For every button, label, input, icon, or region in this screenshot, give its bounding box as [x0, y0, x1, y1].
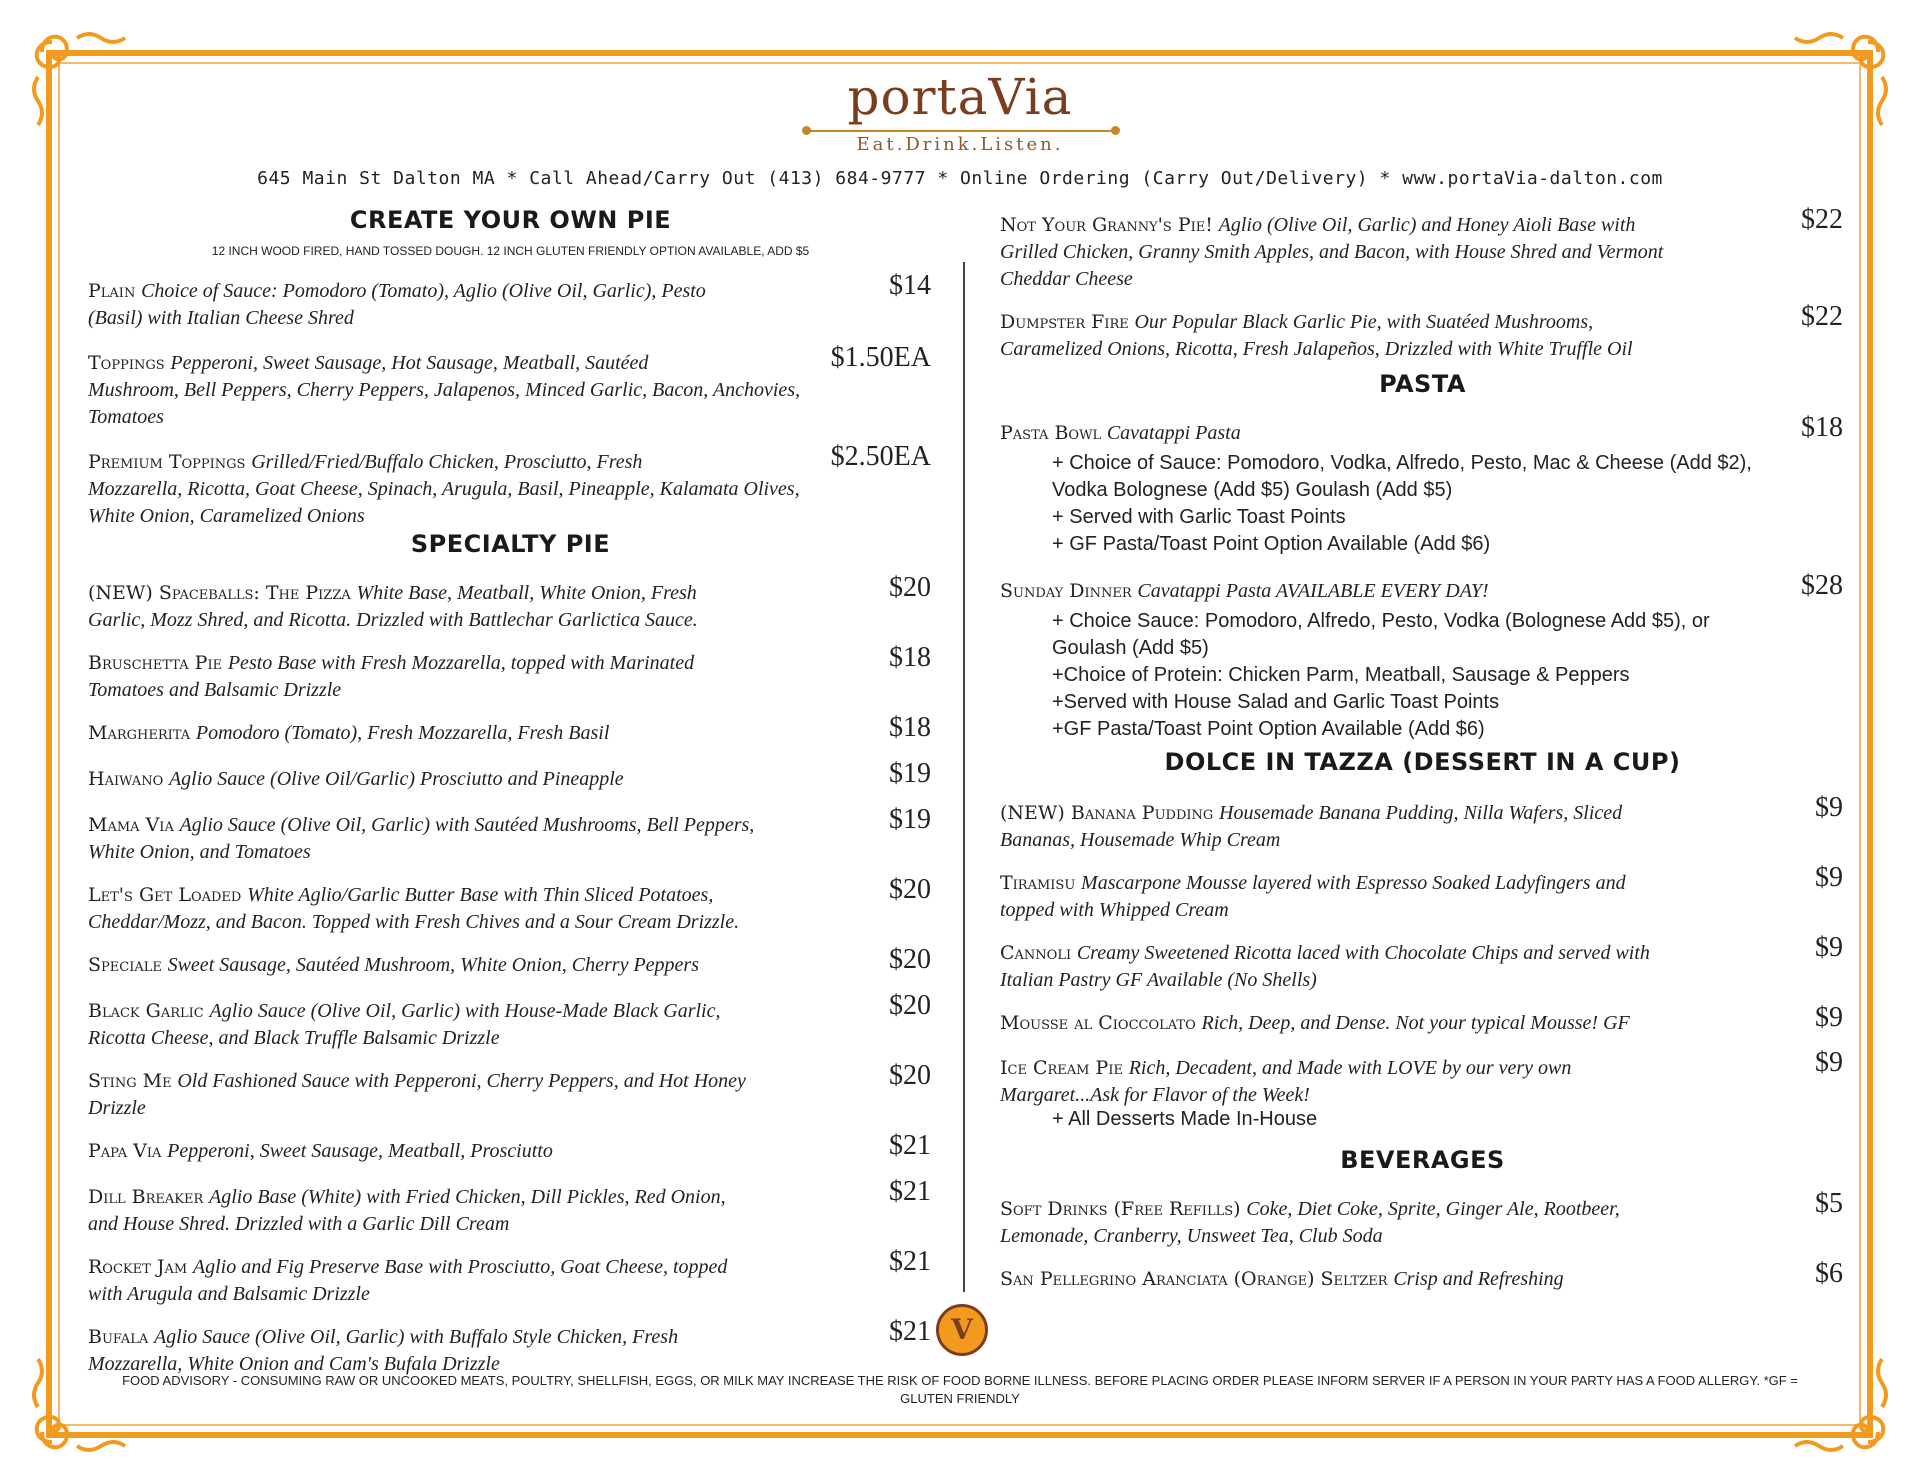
menu-item-description: Aglio Sauce (Olive Oil, Garlic) with House-Made Black Garlic,	[209, 1000, 721, 1022]
menu-item-first-line	[1000, 1266, 1843, 1293]
menu-item	[88, 990, 931, 1052]
menu-item-first-line	[1000, 420, 1843, 447]
menu-item-description: Housemade Banana Pudding, Nilla Wafers, Sliced	[1219, 802, 1623, 824]
menu-item-description: and House Shred. Drizzled with a Garlic Dill Cream	[88, 1213, 510, 1235]
menu-item-price: $18	[1795, 414, 1843, 441]
menu-item	[88, 874, 931, 936]
menu-item-price: $9	[1809, 864, 1843, 891]
menu-item-description: Aglio Base (White) with Fried Chicken, Dill Pickles, Red Onion,	[209, 1186, 726, 1208]
section-title-pasta: PASTA	[1379, 370, 1466, 398]
menu-item-description: Bananas, Housemade Whip Cream	[1000, 829, 1281, 851]
menu-item-price: $19	[883, 806, 931, 833]
menu-item-description: Aglio (Olive Oil, Garlic) and Honey Aioli Base with	[1218, 214, 1636, 236]
menu-item-description: Lemonade, Cranberry, Unsweet Tea, Club Soda	[1000, 1225, 1383, 1247]
menu-item-description: Coke, Diet Coke, Sprite, Ginger Ale, Rootbeer,	[1246, 1198, 1620, 1220]
menu-item-name: Tiramisu	[1000, 872, 1076, 894]
menu-item-first-line	[1000, 940, 1843, 967]
menu-item	[1000, 301, 1843, 363]
menu-item-description: White Base, Meatball, White Onion, Fresh	[356, 582, 697, 604]
menu-item-description: Tomatoes	[88, 406, 164, 428]
menu-item-name: (NEW) Spaceballs: The Pizza	[88, 582, 351, 604]
menu-item-first-line	[1000, 870, 1843, 897]
menu-item-first-line	[1000, 1196, 1843, 1223]
menu-item-description: White Onion, and Tomatoes	[88, 841, 311, 863]
pasta-option-line: Goulash (Add $5)	[1052, 637, 1209, 659]
pasta-options	[1052, 608, 1710, 743]
menu-item	[1000, 932, 1843, 994]
menu-item-description: Pepperoni, Sweet Sausage, Hot Sausage, Meatball, Sautéed	[170, 352, 649, 374]
menu-item	[1000, 862, 1843, 924]
menu-item-first-line	[1000, 309, 1843, 336]
menu-item-price: $22	[1795, 206, 1843, 233]
menu-item-name: Black Garlic	[88, 1000, 204, 1022]
menu-item-description: Our Popular Black Garlic Pie, with Suatéed Mushrooms,	[1134, 311, 1594, 333]
menu-item-description: Mozzarella, Ricotta, Goat Cheese, Spinach, Arugula, Basil, Pineapple, Kalamata Olives,	[88, 478, 800, 500]
menu-item-description: Cavatappi Pasta	[1106, 422, 1241, 444]
menu-item-price: $21	[883, 1178, 931, 1205]
menu-item-description: Cavatappi Pasta AVAILABLE EVERY DAY!	[1137, 580, 1489, 602]
menu-item-first-line	[88, 1138, 931, 1165]
menu-item-price: $6	[1809, 1260, 1843, 1287]
menu-item-description: Mozzarella, White Onion and Cam's Bufala Drizzle	[88, 1353, 500, 1375]
logo-name: portaVia	[847, 68, 1073, 126]
menu-item-name: Papa Via	[88, 1140, 162, 1162]
menu-item-price: $9	[1809, 794, 1843, 821]
menu-item-description: Mascarpone Mousse layered with Espresso Soaked Ladyfingers and	[1081, 872, 1626, 894]
menu-item-name: Dumpster Fire	[1000, 311, 1129, 333]
menu-item	[88, 944, 931, 979]
menu-item-description: Pomodoro (Tomato), Fresh Mozzarella, Fresh Basil	[195, 722, 610, 744]
menu-item-price: $21	[883, 1248, 931, 1275]
menu-item-description: Choice of Sauce: Pomodoro (Tomato), Aglio (Olive Oil, Garlic), Pesto	[141, 280, 706, 302]
pasta-option-line: +GF Pasta/Toast Point Option Available (Add $6)	[1052, 718, 1485, 740]
pasta-option-line: +Served with House Salad and Garlic Toast Points	[1052, 691, 1500, 713]
menu-item-description: topped with Whipped Cream	[1000, 899, 1229, 921]
menu-item-description: Aglio Sauce (Olive Oil/Garlic) Prosciutto and Pineapple	[168, 768, 624, 790]
menu-item	[1000, 204, 1843, 293]
menu-item-price: $28	[1795, 572, 1843, 599]
menu-item-description: Sweet Sausage, Sautéed Mushroom, White Onion, Cherry Peppers	[167, 954, 699, 976]
menu-item	[88, 804, 931, 866]
menu-item-first-line	[88, 580, 931, 607]
menu-item	[88, 758, 931, 793]
menu-item-price: $21	[883, 1318, 931, 1345]
menu-item-name: Bufala	[88, 1326, 149, 1348]
menu-item-description: Ricotta Cheese, and Black Truffle Balsamic Drizzle	[88, 1027, 500, 1049]
menu-item	[88, 270, 931, 332]
menu-item	[88, 441, 931, 530]
section-title-dolce: DOLCE IN TAZZA (DESSERT IN A CUP)	[1164, 748, 1681, 776]
menu-item-name: Bruschetta Pie	[88, 652, 223, 674]
menu-item-name: Mama Via	[88, 814, 174, 836]
menu-item	[88, 1130, 931, 1165]
menu-item-description: (Basil) with Italian Cheese Shred	[88, 307, 354, 329]
menu-item-first-line	[1000, 1010, 1843, 1037]
corner-ornament-bottom-right	[1788, 1352, 1898, 1462]
section-subtitle-create-your-own: 12 INCH WOOD FIRED, HAND TOSSED DOUGH. 12 INCH GLUTEN FRIENDLY OPTION AVAILABLE, ADD $5	[211, 244, 810, 258]
menu-item-description: Mushroom, Bell Peppers, Cherry Peppers, Jalapenos, Minced Garlic, Bacon, Anchovies,	[88, 379, 801, 401]
menu-item-name: Haiwano	[88, 768, 164, 790]
logo-rule	[806, 130, 1116, 132]
menu-item-description: with Arugula and Balsamic Drizzle	[88, 1283, 370, 1305]
menu-item-description: Drizzle	[88, 1097, 146, 1119]
menu-item-description: Cheddar/Mozz, and Bacon. Topped with Fresh Chives and a Sour Cream Drizzle.	[88, 911, 740, 933]
menu-item-description: Tomatoes and Balsamic Drizzle	[88, 679, 342, 701]
menu-item-description: Rich, Deep, and Dense. Not your typical Mousse! GF	[1201, 1012, 1630, 1034]
menu-item	[1000, 570, 1843, 605]
menu-item-first-line	[88, 882, 931, 909]
menu-item-name: Ice Cream Pie	[1000, 1057, 1123, 1079]
menu-item-description: Rich, Decadent, and Made with LOVE by our very own	[1128, 1057, 1572, 1079]
menu-item-first-line	[88, 1184, 931, 1211]
menu-item	[1000, 1258, 1843, 1293]
menu-item-price: $9	[1809, 1004, 1843, 1031]
menu-item-description: White Aglio/Garlic Butter Base with Thin Sliced Potatoes,	[247, 884, 714, 906]
menu-item-description: Crisp and Refreshing	[1393, 1268, 1564, 1290]
menu-item-price: $21	[883, 1132, 931, 1159]
column-divider	[963, 262, 965, 1292]
menu-item-first-line	[88, 1068, 931, 1095]
menu-item	[88, 642, 931, 704]
menu-item-description: Aglio and Fig Preserve Base with Prosciutto, Goat Cheese, topped	[192, 1256, 728, 1278]
menu-item-first-line	[88, 998, 931, 1025]
menu-item-first-line	[88, 766, 931, 793]
menu-item-price: $20	[883, 946, 931, 973]
pasta-option-line: + Choice of Sauce: Pomodoro, Vodka, Alfredo, Pesto, Mac & Cheese (Add $2),	[1052, 452, 1752, 474]
menu-item-first-line	[1000, 212, 1843, 239]
menu-item-description: Garlic, Mozz Shred, and Ricotta. Drizzled with Battlechar Garlictica Sauce.	[88, 609, 698, 631]
menu-item-description: Grilled/Fried/Buffalo Chicken, Prosciutto, Fresh	[251, 451, 643, 473]
menu-item-price: $19	[883, 760, 931, 787]
menu-item-name: Let's Get Loaded	[88, 884, 242, 906]
menu-item-description: Italian Pastry GF Available (No Shells)	[1000, 969, 1317, 991]
menu-item-name: Toppings	[88, 352, 165, 374]
menu-item	[88, 712, 931, 747]
menu-item-name: Plain	[88, 280, 136, 302]
menu-item-first-line	[88, 1324, 931, 1351]
menu-item-price: $22	[1795, 303, 1843, 330]
pasta-option-line: + Served with Garlic Toast Points	[1052, 506, 1346, 528]
menu-item-description: White Onion, Caramelized Onions	[88, 505, 365, 527]
menu-item-name: Not Your Granny's Pie!	[1000, 214, 1213, 236]
menu-item-name: Speciale	[88, 954, 162, 976]
menu-item-description: Aglio Sauce (Olive Oil, Garlic) with Sautéed Mushrooms, Bell Peppers,	[179, 814, 755, 836]
food-advisory: FOOD ADVISORY - CONSUMING RAW OR UNCOOKED MEATS, POULTRY, SHELLFISH, EGGS, OR MILK MAY INCREASE THE RISK OF FOOD BORNE ILLNESS. BEFORE PLACING ORDER PLEASE INFORM SERVER IF A PERSON IN YOUR PARTY HAS A FOOD ALLERGY. *GF = GLUTEN FRIENDLY	[122, 1373, 1798, 1406]
logo	[0, 68, 1920, 155]
menu-item	[1000, 792, 1843, 854]
pasta-option-line: +Choice of Protein: Chicken Parm, Meatball, Sausage & Peppers	[1052, 664, 1630, 686]
menu-item-price: $20	[883, 876, 931, 903]
menu-item-description: Aglio Sauce (Olive Oil, Garlic) with Buffalo Style Chicken, Fresh	[153, 1326, 679, 1348]
menu-item-first-line	[88, 350, 931, 377]
menu-item-name: Margherita	[88, 722, 191, 744]
menu-item-price: $14	[883, 272, 931, 299]
menu-item	[88, 1060, 931, 1122]
dessert-note: + All Desserts Made In-House	[1052, 1108, 1318, 1130]
menu-item-price: $20	[883, 1062, 931, 1089]
menu-item-first-line	[88, 650, 931, 677]
menu-item-name: Soft Drinks (Free Refills)	[1000, 1198, 1241, 1220]
pasta-options	[1052, 450, 1752, 558]
menu-item-first-line	[88, 952, 931, 979]
logo-tagline: Eat.Drink.Listen.	[856, 134, 1064, 155]
menu-item-name: Dill Breaker	[88, 1186, 204, 1208]
menu-item	[1000, 1002, 1843, 1037]
menu-item-first-line	[88, 720, 931, 747]
menu-item-name: Cannoli	[1000, 942, 1072, 964]
menu-item-name: (NEW) Banana Pudding	[1000, 802, 1214, 824]
menu-item-description: Old Fashioned Sauce with Pepperoni, Cherry Peppers, and Hot Honey	[177, 1070, 746, 1092]
menu-item	[88, 1316, 931, 1378]
menu-item	[88, 342, 931, 431]
menu-item	[1000, 1188, 1843, 1250]
portavia-badge: V	[936, 1304, 988, 1356]
menu-item	[1000, 1047, 1843, 1109]
menu-item-description: Caramelized Onions, Ricotta, Fresh Jalapeños, Drizzled with White Truffle Oil	[1000, 338, 1633, 360]
menu-item-first-line	[1000, 578, 1843, 605]
menu-item-description: Creamy Sweetened Ricotta laced with Chocolate Chips and served with	[1076, 942, 1650, 964]
menu-item-description: Cheddar Cheese	[1000, 268, 1133, 290]
section-title-beverages: BEVERAGES	[1340, 1146, 1505, 1174]
menu-item	[88, 1176, 931, 1238]
menu-item-price: $18	[883, 714, 931, 741]
menu-item-price: $5	[1809, 1190, 1843, 1217]
menu-item-name: Sting Me	[88, 1070, 172, 1092]
address-line: 645 Main St Dalton MA * Call Ahead/Carry Out (413) 684-9777 * Online Ordering (Carry Out/Delivery) * www.portaVia-dalton.com	[257, 168, 1663, 189]
pasta-option-line: + Choice Sauce: Pomodoro, Alfredo, Pesto, Vodka (Bolognese Add $5), or	[1052, 610, 1710, 632]
pasta-option-line: Vodka Bolognese (Add $5) Goulash (Add $5)	[1052, 479, 1453, 501]
menu-item-price: $2.50EA	[825, 443, 931, 470]
menu-item-first-line	[1000, 800, 1843, 827]
menu-item-name: Sunday Dinner	[1000, 580, 1132, 602]
menu-item-price: $1.50EA	[825, 344, 931, 371]
menu-item-first-line	[1000, 1055, 1843, 1082]
menu-item-price: $20	[883, 992, 931, 1019]
menu-item	[88, 572, 931, 634]
menu-item-name: Mousse al Cioccolato	[1000, 1012, 1196, 1034]
menu-item-price: $18	[883, 644, 931, 671]
menu-item-price: $9	[1809, 1049, 1843, 1076]
menu-item-description: Pepperoni, Sweet Sausage, Meatball, Prosciutto	[167, 1140, 553, 1162]
menu-item	[1000, 412, 1843, 447]
menu-item-first-line	[88, 278, 931, 305]
menu-item-description: Grilled Chicken, Granny Smith Apples, and Bacon, with House Shred and Vermont	[1000, 241, 1664, 263]
menu-item-first-line	[88, 812, 931, 839]
menu-item-name: San Pellegrino Aranciata (Orange) Seltzer	[1000, 1268, 1388, 1290]
section-title-create-your-own: CREATE YOUR OWN PIE	[349, 206, 672, 234]
menu-item-first-line	[88, 1254, 931, 1281]
pasta-option-line: + GF Pasta/Toast Point Option Available (Add $6)	[1052, 533, 1491, 555]
menu-item-name: Premium Toppings	[88, 451, 246, 473]
section-title-specialty: SPECIALTY PIE	[410, 530, 611, 558]
menu-item-price: $20	[883, 574, 931, 601]
menu-item	[88, 1246, 931, 1308]
menu-item-price: $9	[1809, 934, 1843, 961]
menu-item-first-line	[88, 449, 931, 476]
menu-item-description: Pesto Base with Fresh Mozzarella, topped with Marinated	[227, 652, 695, 674]
menu-item-name: Rocket Jam	[88, 1256, 188, 1278]
menu-item-description: Margaret...Ask for Flavor of the Week!	[1000, 1084, 1310, 1106]
menu-item-name: Pasta Bowl	[1000, 422, 1102, 444]
